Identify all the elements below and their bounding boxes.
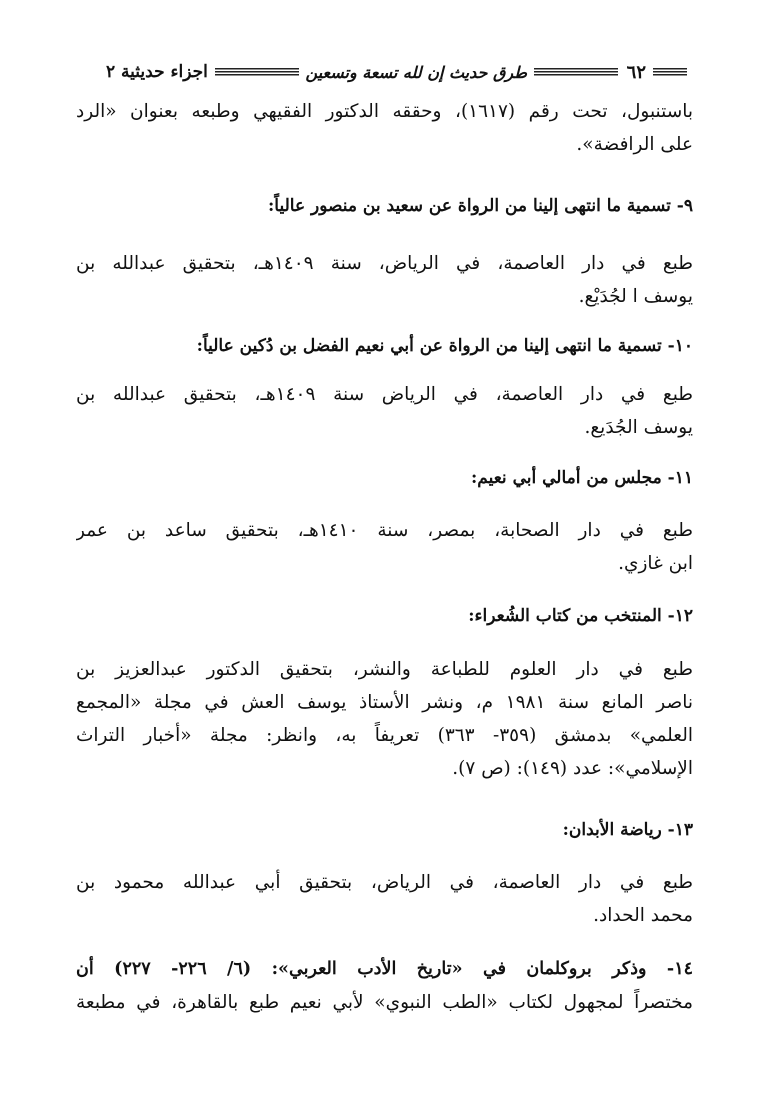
paragraph bbox=[76, 953, 693, 1019]
header-rule bbox=[534, 68, 618, 77]
text-line: طبع في دار العاصمة، في الرياض سنة ١٤٠٩هـ، بتحقيق عبدالله بن bbox=[76, 384, 693, 405]
page-number: ٦٢ bbox=[626, 61, 646, 83]
section-heading bbox=[76, 600, 693, 633]
text-line: يوسف الجُدَيع. bbox=[584, 417, 693, 438]
section-heading bbox=[76, 462, 693, 495]
text-line: طبع في دار العاصمة، في الرياض، سنة ١٤٠٩هـ، بتحقيق عبدالله بن bbox=[76, 253, 693, 274]
section-heading bbox=[76, 330, 693, 363]
text-line: ناصر المانع سنة ١٩٨١ م، ونشر الأستاذ يوسف العش في مجلة «المجمع bbox=[76, 692, 693, 713]
section-heading bbox=[76, 190, 693, 223]
header-rule bbox=[215, 68, 299, 77]
text-line: باستنبول، تحت رقم (١٦١٧)، وحققه الدكتور الفقيهي وطبعه بعنوان «الرد bbox=[76, 101, 693, 122]
entry-heading: ١٣- رياضة الأبدان: bbox=[562, 820, 693, 840]
paragraph bbox=[76, 866, 693, 932]
header-rule bbox=[653, 68, 687, 77]
running-header bbox=[66, 60, 694, 84]
text-line: طبع في دار العاصمة، في الرياض، بتحقيق أبي عبدالله محمود بن bbox=[76, 872, 693, 893]
paragraph bbox=[76, 378, 693, 444]
paragraph bbox=[76, 653, 693, 785]
text-line: ابن غازي. bbox=[618, 553, 693, 574]
entry-heading: ١٢- المنتخب من كتاب الشُعراء: bbox=[468, 606, 693, 626]
text-line: يوسف ا لجُدَيْع. bbox=[578, 286, 693, 307]
text-line: الإسلامي»: عدد (١٤٩): (ص ٧). bbox=[452, 758, 693, 779]
entry-heading: ١٠- تسمية ما انتهى إلينا من الرواة عن أبي نعيم الفضل بن دُكين عالياً: bbox=[196, 336, 693, 356]
text-line: طبع في دار العلوم للطباعة والنشر، بتحقيق الدكتور عبدالعزيز بن bbox=[76, 659, 693, 680]
running-subtitle: اجزاء حديثية ٢ bbox=[106, 62, 208, 82]
text-line: العلمي» بدمشق (٣٥٩- ٣٦٣) تعريفاً به، وانظر: مجلة «أخبار التراث bbox=[76, 725, 693, 746]
paragraph bbox=[76, 95, 693, 161]
paragraph bbox=[76, 514, 693, 580]
text-line: طبع في دار الصحابة، بمصر، سنة ١٤١٠هـ، بتحقيق ساعد بن عمر bbox=[76, 520, 693, 541]
paragraph bbox=[76, 247, 693, 313]
entry-heading: ٩- تسمية ما انتهى إلينا من الرواة عن سعيد بن منصور عالياً: bbox=[268, 196, 693, 216]
section-heading bbox=[76, 814, 693, 847]
running-title: طرق حديث إن لله تسعة وتسعين bbox=[305, 62, 527, 82]
text-line: مختصراً لمجهول لكتاب «الطب النبوي» لأبي نعيم طبع بالقاهرة، في مطبعة bbox=[76, 992, 693, 1013]
text-line: ١٤- وذكر بروكلمان في «تاريخ الأدب العربي»: (٦/ ٢٢٦- ٢٢٧) أن bbox=[76, 959, 693, 979]
entry-heading: ١١- مجلس من أمالي أبي نعيم: bbox=[471, 468, 693, 488]
text-line: على الرافضة». bbox=[576, 134, 693, 155]
text-line: محمد الحداد. bbox=[593, 905, 693, 926]
